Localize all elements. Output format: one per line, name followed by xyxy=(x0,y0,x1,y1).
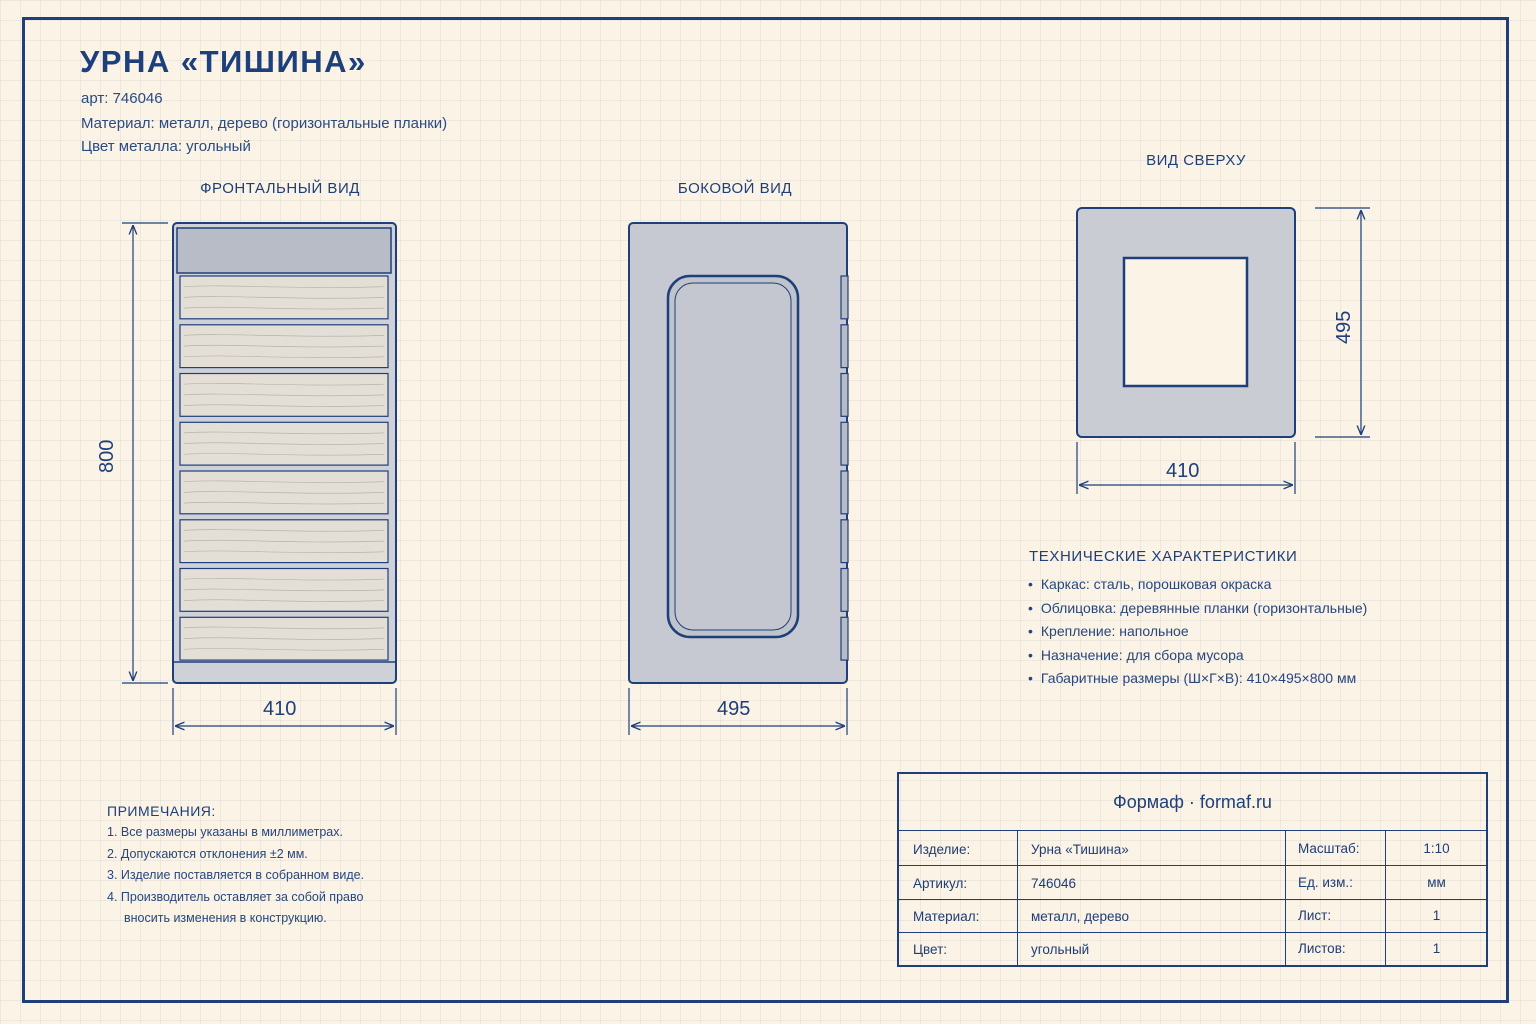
spec-item: • Назначение: для сбора мусора xyxy=(1028,644,1367,668)
specs-list xyxy=(1028,573,1367,691)
tb-label-scale: Масштаб: xyxy=(1298,841,1360,856)
tb-value-sheets: 1 xyxy=(1432,941,1441,956)
spec-item: • Крепление: напольное xyxy=(1028,620,1367,644)
note-item: 4. Производитель оставляет за собой право xyxy=(107,889,364,904)
tb-row-line xyxy=(899,932,1486,933)
tb-value-units: мм xyxy=(1427,875,1446,890)
tb-value-article: 746046 xyxy=(1031,876,1077,891)
notes-title: ПРИМЕЧАНИЯ: xyxy=(107,803,216,819)
front-width-dim: 410 xyxy=(263,698,297,720)
side-panel-inner xyxy=(675,283,791,630)
top-view-label: ВИД СВЕРХУ xyxy=(1146,152,1246,169)
note-item: 1. Все размеры указаны в миллиметрах. xyxy=(107,825,343,839)
product-title: УРНА «ТИШИНА» xyxy=(80,44,367,79)
tb-label-article: Артикул: xyxy=(913,876,968,891)
tb-divider xyxy=(1285,830,1286,965)
side-view xyxy=(629,223,848,683)
side-view-label: БОКОВОЙ ВИД xyxy=(677,180,793,197)
material-line: Материал: металл, дерево (горизонтальные планки) xyxy=(81,115,448,132)
top-width-dim: 410 xyxy=(1166,460,1200,482)
note-item-continuation: вносить изменения в конструкцию. xyxy=(124,911,327,925)
notes-list xyxy=(107,822,364,930)
side-slat-edge xyxy=(841,520,848,563)
side-width-dim: 495 xyxy=(717,698,751,720)
top-view xyxy=(1077,208,1295,437)
front-top-cap xyxy=(177,228,391,273)
side-slat-edge xyxy=(841,569,848,612)
spec-item: • Облицовка: деревянные планки (горизонтальные) xyxy=(1028,597,1367,621)
side-slat-edge xyxy=(841,422,848,465)
side-slat-edge xyxy=(841,471,848,514)
front-height-dim: 800 xyxy=(96,439,118,473)
spec-item: • Каркас: сталь, порошковая окраска xyxy=(1028,573,1367,597)
side-slat-edge xyxy=(841,276,848,319)
tb-value-sheet: 1 xyxy=(1432,908,1441,923)
side-slat-edge xyxy=(841,617,848,660)
tb-label-product: Изделие: xyxy=(913,842,971,857)
article-line: арт: 746046 xyxy=(81,90,163,107)
tb-row-line xyxy=(899,899,1486,900)
tb-label-sheet: Лист: xyxy=(1298,908,1332,923)
front-view xyxy=(173,223,396,683)
spec-item: • Габаритные размеры (Ш×Г×В): 410×495×800 мм xyxy=(1028,667,1367,691)
metal-color-line: Цвет металла: угольный xyxy=(81,138,251,155)
note-item: 2. Допускаются отклонения ±2 мм. xyxy=(107,846,308,861)
title-block xyxy=(897,772,1488,967)
tb-value-scale: 1:10 xyxy=(1423,841,1450,856)
tb-label-color: Цвет: xyxy=(913,942,948,957)
tb-divider xyxy=(1017,830,1018,965)
specs-title: ТЕХНИЧЕСКИЕ ХАРАКТЕРИСТИКИ xyxy=(1029,548,1298,565)
tb-value-color: угольный xyxy=(1031,942,1090,957)
side-slat-edge xyxy=(841,325,848,368)
tb-value-material: металл, дерево xyxy=(1031,909,1130,924)
front-view-label: ФРОНТАЛЬНЫЙ ВИД xyxy=(200,180,360,197)
tb-label-sheets: Листов: xyxy=(1298,941,1346,956)
side-slat-edge xyxy=(841,374,848,417)
tb-row-line xyxy=(899,865,1486,866)
note-item: 3. Изделие поставляется в собранном виде. xyxy=(107,868,365,882)
tb-label-units: Ед. изм.: xyxy=(1298,875,1353,890)
tb-value-product: Урна «Тишина» xyxy=(1031,842,1129,857)
top-opening xyxy=(1124,258,1247,386)
tb-label-material: Материал: xyxy=(913,909,980,924)
company-name: Формаф · formaf.ru xyxy=(899,774,1486,831)
top-depth-dim: 495 xyxy=(1333,310,1355,344)
